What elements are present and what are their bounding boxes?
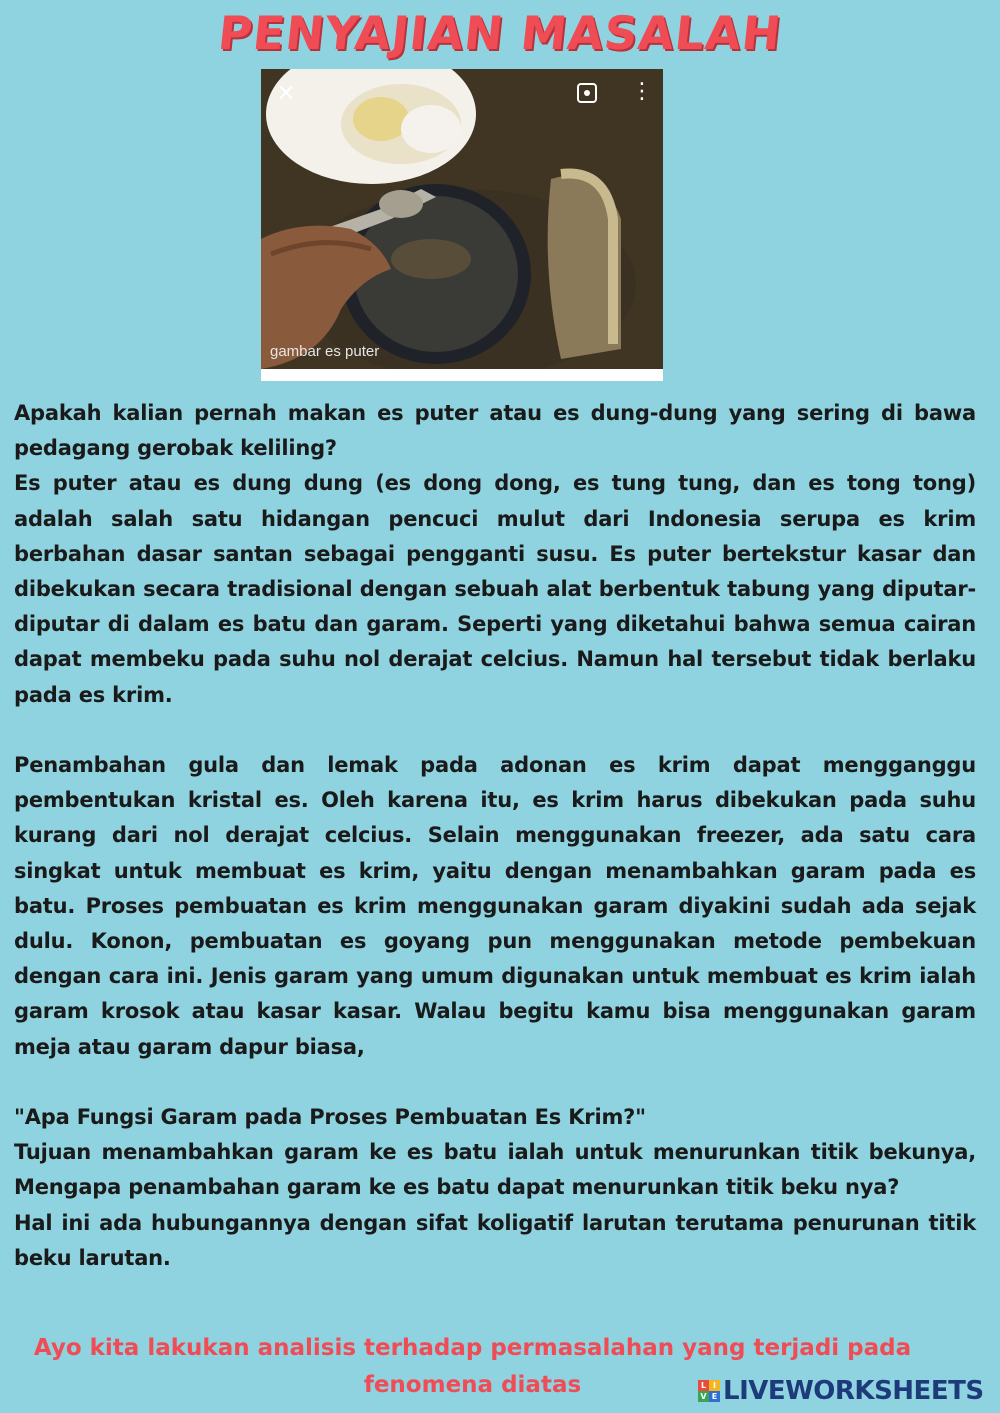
more-vertical-icon[interactable]: ⋮ (631, 79, 653, 104)
page-title: PENYAJIAN MASALAH (215, 6, 785, 60)
logo-letter: I (709, 1380, 720, 1391)
logo-letter: L (698, 1380, 709, 1391)
liveworksheets-logo-icon (698, 1380, 720, 1402)
problem-text (14, 396, 976, 1276)
paragraph-question-intro: Apakah kalian pernah makan es puter atau es dung-dung yang sering di bawa pedagang gerobak keliling? (14, 401, 976, 461)
photo-illustration (261, 69, 663, 381)
es-puter-photo (261, 69, 663, 381)
paragraph-penambahan-gula: Penambahan gula dan lemak pada adonan es krim dapat mengganggu pembentukan kristal es. Oleh karena itu, es krim harus dibekukan pada suhu kurang dari nol derajat celcius. Selain menggunakan freezer, ada satu cara singkat untuk membuat es krim, yaitu dengan menambahkan garam pada es batu. Proses pembuatan es krim menggunakan garam diyakini sudah ada sejak dulu. Konon, pembuatan es goyang pun menggunakan metode pembekuan dengan cara ini. Jenis garam yang umum digunakan untuk membuat es krim ialah garam krosok atau kasar kasar. Walau begitu kamu bisa menggunakan garam meja atau garam dapur biasa, (14, 753, 976, 1059)
lens-icon[interactable] (577, 83, 597, 103)
analysis-prompt-line2: fenomena diatas (363, 1372, 582, 1398)
paragraph-gap (14, 1065, 976, 1100)
analysis-prompt-line1: Ayo kita lakukan analisis terhadap permasalahan yang terjadi pada (33, 1335, 912, 1361)
paragraph-tujuan: Tujuan menambahkan garam ke es batu ialah untuk menurunkan titik bekunya, Mengapa penambahan garam ke es batu dapat menurunkan titik beku nya? (14, 1140, 976, 1200)
liveworksheets-brand[interactable] (698, 1376, 984, 1406)
close-icon[interactable]: × (276, 78, 297, 106)
paragraph-koligatif: Hal ini ada hubungannya dengan sifat koligatif larutan terutama penurunan titik beku larutan. (14, 1210, 976, 1270)
photo-caption: gambar es puter (270, 343, 380, 360)
logo-letter: E (709, 1391, 720, 1402)
logo-letter: V (698, 1391, 709, 1402)
brand-name: LIVEWORKSHEETS (723, 1376, 984, 1406)
paragraph-gap (14, 713, 976, 748)
paragraph-es-puter: Es puter atau es dung dung (es dong dong, es tung tung, dan es tong tong) adalah salah satu hidangan pencuci mulut dari Indonesia serupa es krim berbahan dasar santan sebagai pengganti susu. Es puter bertekstur kasar dan dibekukan secara tradisional dengan sebuah alat berbentuk tabung yang diputar-diputar di dalam es batu dan garam. Seperti yang diketahui bahwa semua cairan dapat membeku pada suhu nol derajat celcius. Namun hal tersebut tidak berlaku pada es krim. (14, 471, 976, 707)
paragraph-question-fungsi-garam: "Apa Fungsi Garam pada Proses Pembuatan Es Krim?" (14, 1105, 646, 1130)
